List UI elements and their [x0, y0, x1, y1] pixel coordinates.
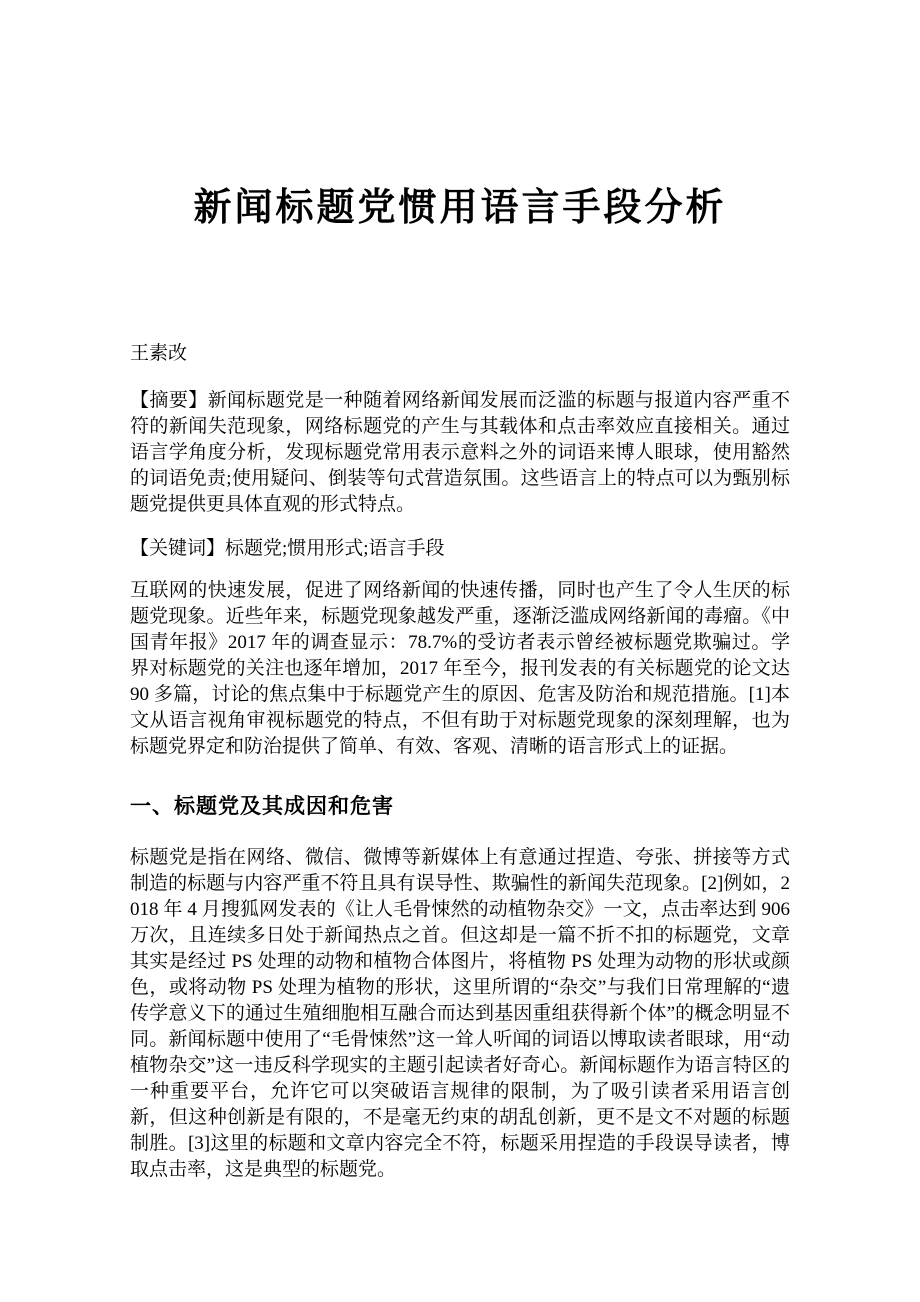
section-1-heading: 一、标题党及其成因和危害 [130, 795, 394, 818]
page-title: 新闻标题党惯用语言手段分析 [193, 187, 727, 229]
section-1-body-paragraph: 标题党是指在网络、微信、微博等新媒体上有意通过捏造、夸张、拼接等方式制造的标题与内容严重不符且具有误导性、欺骗性的新闻失范现象。[2]例如，2018 年 4 月搜狐网发表的《让人毛骨悚然的动植物杂交》一文，点击率达到 906 万次，且连续多日处于新闻热点之首。但这却是一篇不折不扣的标题党，文章其实是经过 PS 处理的动物和植物合体图片，将植物 PS 处理为动物的形状或颜色，或将动物 PS 处理为植物的形状，这里所谓的“杂交”与我们日常理解的“遗传学意义下的通过生殖细胞相互融合而达到基因重组获得新个体”的概念明显不同。新闻标题中使用了“毛骨悚然”这一耸人听闻的词语以博取读者眼球，用“动植物杂交”这一违反科学现实的主题引起读者好奇心。新闻标题作为语言特区的一种重要平台，允许它可以突破语言规律的限制，为了吸引读者采用语言创新，但这种创新是有限的，不是毫无约束的胡乱创新，更不是文不对题的标题制胜。[3]这里的标题和文章内容完全不符，标题采用捏造的手段误导读者，博取点击率，这是典型的标题党。 [130, 847, 790, 1180]
keywords-line: 【关键词】标题党;惯用形式;语言手段 [130, 538, 445, 559]
author-name: 王素改 [130, 343, 188, 364]
intro-paragraph: 互联网的快速发展，促进了网络新闻的快速传播，同时也产生了令人生厌的标题党现象。近些年来，标题党现象越发严重，逐渐泛滥成网络新闻的毒瘤。《中国青年报》2017 年的调查显示：78.7%的受访者表示曾经被标题党欺骗过。学界对标题党的关注也逐年增加，2017 年至今，报刊发表的有关标题党的论文达 90 多篇，讨论的焦点集中于标题党产生的原因、危害及防治和规范措施。[1]本文从语言视角审视标题党的特点，不但有助于对标题党现象的深刻理解，也为标题党界定和防治提供了简单、有效、客观、清晰的语言形式上的证据。 [130, 580, 790, 757]
abstract-paragraph: 【摘要】新闻标题党是一种随着网络新闻发展而泛滥的标题与报道内容严重不符的新闻失范现象，网络标题党的产生与其载体和点击率效应直接相关。通过语言学角度分析，发现标题党常用表示意料之外的词语来博人眼球，使用豁然的词语免责;使用疑问、倒装等句式营造氛围。这些语言上的特点可以为甄别标题党提供更具体直观的形式特点。 [130, 390, 790, 515]
